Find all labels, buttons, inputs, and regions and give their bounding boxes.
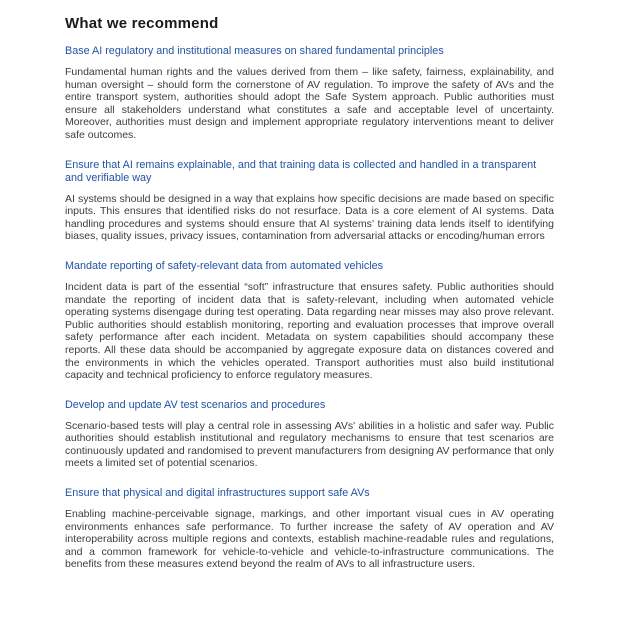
section-infrastructures (65, 487, 554, 571)
section-body: Fundamental human rights and the values derived from them – like safety, fairness, explainability, and human oversight – should form the cornerstone of AV regulation. To improve the safety of AVs and the entire transport system, authorities should adopt the Safe System approach. Public authorities must ensure all stakeholders understand what constitutes a safe and acceptable level of uncertainty. Moreover, authorities must design and implement appropriate regulatory interventions meant to deliver safe outcomes. (65, 66, 554, 141)
page-title: What we recommend (65, 15, 219, 32)
section-heading: Ensure that AI remains explainable, and that training data is collected and handled in a transparent and verifiable way (65, 158, 537, 184)
section-ai-explainable (65, 159, 554, 243)
section-heading: Base AI regulatory and institutional measures on shared fundamental principles (65, 45, 444, 57)
section-body: Incident data is part of the essential “soft” infrastructure that ensures safety. Public authorities should mandate the reporting of incident data that is safety-relevant, including when automated vehicle operating systems disengage during test operating. Data regarding near misses may also prove relevant. Public authorities should establish monitoring, reporting and evaluation processes that improve overall safety performance after each incident. Metadata on system capabilities should accompany these reports. All these data should be accompanied by aggregate exposure data on distances covered and the environments in which the vehicles operated. Transport authorities must also build institutional capacity and technical proficiency to enforce regulatory measures. (65, 280, 554, 382)
section-body: Scenario-based tests will play a central role in assessing AVs' abilities in a holistic and safer way. Public authorities should establish institutional and regulatory mechanisms to ensure that test scenarios are continuously updated and randomised to prevent manufacturers from designing AV performance that only meets a limited set of potential scenarios. (65, 419, 554, 470)
section-heading: Ensure that physical and digital infrastructures support safe AVs (65, 487, 370, 500)
section-fundamental-principles (65, 45, 554, 142)
section-heading: Mandate reporting of safety-relevant data from automated vehicles (65, 259, 384, 272)
section-body: Enabling machine-perceivable signage, markings, and other important visual cues in AV operating environments enhances safe performance. To further increase the safety of AV operation and AV interoperability across multiple regions and contexts, establish machine-readable rules and regulations, and a common framework for vehicle-to-vehicle and vehicle-to-infrastructure communications. The benefits from these measures extend beyond the realm of AVs to all infrastructure users. (65, 508, 554, 571)
section-body: AI systems should be designed in a way that explains how specific decisions are made based on specific inputs. This ensures that identified risks do not resurface. Data is a core element of AI systems. Data handling procedures and systems should ensure that AI systems’ training data lends itself to identifying biases, quality issues, privacy issues, contamination from adversarial attacks or encoding/human errors (65, 192, 554, 243)
section-test-scenarios (65, 399, 554, 470)
section-mandate-reporting (65, 260, 554, 382)
section-heading: Develop and update AV test scenarios and procedures (65, 398, 326, 411)
